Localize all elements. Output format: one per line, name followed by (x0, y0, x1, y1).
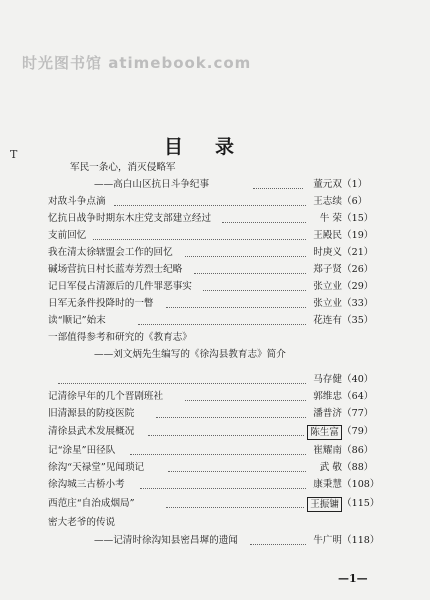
entry-page: （19） (342, 230, 374, 241)
author-boxed: 王振镛 (307, 497, 342, 512)
leader-dots (114, 205, 306, 206)
toc-entry (48, 406, 382, 422)
toc-entry (48, 443, 382, 459)
entry-page: （26） (342, 264, 374, 275)
entry-author: 牛广明 (313, 535, 342, 546)
entry-title: 记清徐早年的几个晋剧班社 (48, 391, 164, 402)
entry-title: 西范庄“自治成烟局” (48, 498, 135, 509)
toc-entry (48, 177, 382, 193)
toc-entry (48, 228, 382, 244)
leader-dots (203, 290, 306, 291)
entry-title: 一部值得参考和研究的《教育志》 (48, 332, 192, 343)
entry-author: 张立业 (313, 281, 342, 292)
toc-entry (48, 533, 382, 549)
leader-dots (148, 435, 304, 436)
margin-mark: T (10, 148, 18, 161)
toc-entry (48, 279, 382, 295)
entry-title: 密大老爷的传说 (48, 517, 116, 528)
leader-dots (185, 400, 306, 401)
entry-page: （79） (342, 426, 374, 437)
entry-page: （86） (342, 445, 374, 456)
leader-dots (156, 417, 306, 418)
entry-page: （108） (342, 479, 380, 490)
entry-title: 我在清太徐辖盟会工作的回忆 (48, 247, 173, 258)
entry-author: 王殿民 (313, 230, 342, 241)
toc-entry (48, 194, 382, 210)
entry-title: 读“顺记”始末 (48, 315, 106, 326)
entry-page: （88） (342, 462, 374, 473)
entry-page: （1） (342, 179, 368, 190)
leader-dots (222, 222, 306, 223)
entry-page: （40） (342, 374, 374, 385)
leader-dots (166, 307, 306, 308)
entry-page: （33） (342, 298, 374, 309)
entry-title: 忆抗日战争时期东木庄党支部建立经过 (48, 213, 212, 224)
toc-entry (48, 496, 382, 512)
entry-author: 张立业 (313, 298, 342, 309)
entry-author: 康秉慧 (313, 479, 342, 490)
entry-author: 马存健 (313, 374, 342, 385)
entry-title: 徐沟城三古桥小考 (48, 479, 125, 490)
leader-dots (166, 507, 304, 508)
entry-author: 潘普济 (313, 408, 342, 419)
entry-author: 董元双 (313, 179, 342, 190)
entry-author: 郭维忠 (313, 391, 342, 402)
entry-title: 支前回忆 (48, 230, 87, 241)
entry-title: 徐沟“天禄堂”见闻琐记 (48, 462, 145, 473)
entry-title: ——刘文炳先生编写的《徐沟县教育志》简介 (94, 349, 286, 360)
toc-entry (48, 372, 382, 388)
entry-title: 记日军侵占清源后的几件罪恶事实 (48, 281, 192, 292)
entry-author (307, 496, 342, 513)
leader-dots (250, 544, 306, 545)
entry-page: （77） (342, 408, 374, 419)
toc-entry (48, 245, 382, 261)
entry-author: 郑子贤 (313, 264, 342, 275)
toc-entry (48, 211, 382, 227)
entry-author (307, 424, 342, 441)
entry-author: 时庚义 (313, 247, 342, 258)
entry-author: 花连有 (313, 315, 342, 326)
entry-title: 对敌斗争点滴 (48, 196, 106, 207)
leader-dots (130, 454, 306, 455)
toc-entry (48, 477, 382, 493)
entry-page: （115） (342, 498, 380, 509)
entry-title: 清徐县武术发展概况 (48, 426, 135, 437)
toc-entry (48, 313, 382, 329)
entry-title: ——高白山区抗日斗争纪事 (94, 179, 210, 190)
toc-entry (48, 330, 382, 346)
entry-author: 牛 荣 (319, 213, 342, 224)
entry-author: 崔耀南 (313, 445, 342, 456)
entry-page: （15） (342, 213, 374, 224)
entry-title: ——记清时徐沟知县密昌墀的遗闻 (94, 535, 238, 546)
entry-page: （64） (342, 391, 374, 402)
leader-dots (168, 471, 306, 472)
toc-entry (48, 160, 382, 176)
leader-dots (93, 239, 306, 240)
leader-dots (140, 488, 306, 489)
entry-title: 碱场营抗日村长蓝寿芳烈士纪略 (48, 264, 183, 275)
entry-author: 武 敬 (319, 462, 342, 473)
author-boxed: 陈生富 (307, 425, 342, 440)
toc-entry (48, 424, 382, 440)
leader-dots (253, 188, 303, 189)
leader-dots (194, 273, 306, 274)
entry-page: （29） (342, 281, 374, 292)
toc-entry (48, 389, 382, 405)
toc-entry (48, 347, 382, 363)
entry-page: （35） (342, 315, 374, 326)
entry-author: 王志续 (313, 196, 342, 207)
toc-entry (48, 460, 382, 476)
entry-title: 军民一条心，消灭侵略军 (70, 162, 176, 173)
leader-dots (58, 383, 306, 384)
toc-entry (48, 515, 382, 531)
toc-entry (48, 296, 382, 312)
entry-page: （21） (342, 247, 374, 258)
entry-page: （118） (342, 535, 380, 546)
entry-title: 日军无条件投降时的一瞥 (48, 298, 154, 309)
watermark: 时光图书馆 atimebook.com (22, 54, 252, 72)
page-number: —1— (338, 572, 368, 585)
toc-entry (48, 262, 382, 278)
page-title: 目录 (163, 136, 266, 158)
leader-dots (138, 324, 306, 325)
entry-page: （6） (342, 196, 368, 207)
entry-title: 记“涂星”田径队 (48, 445, 116, 456)
entry-title: 旧清源县的防疫医院 (48, 408, 135, 419)
leader-dots (185, 256, 306, 257)
